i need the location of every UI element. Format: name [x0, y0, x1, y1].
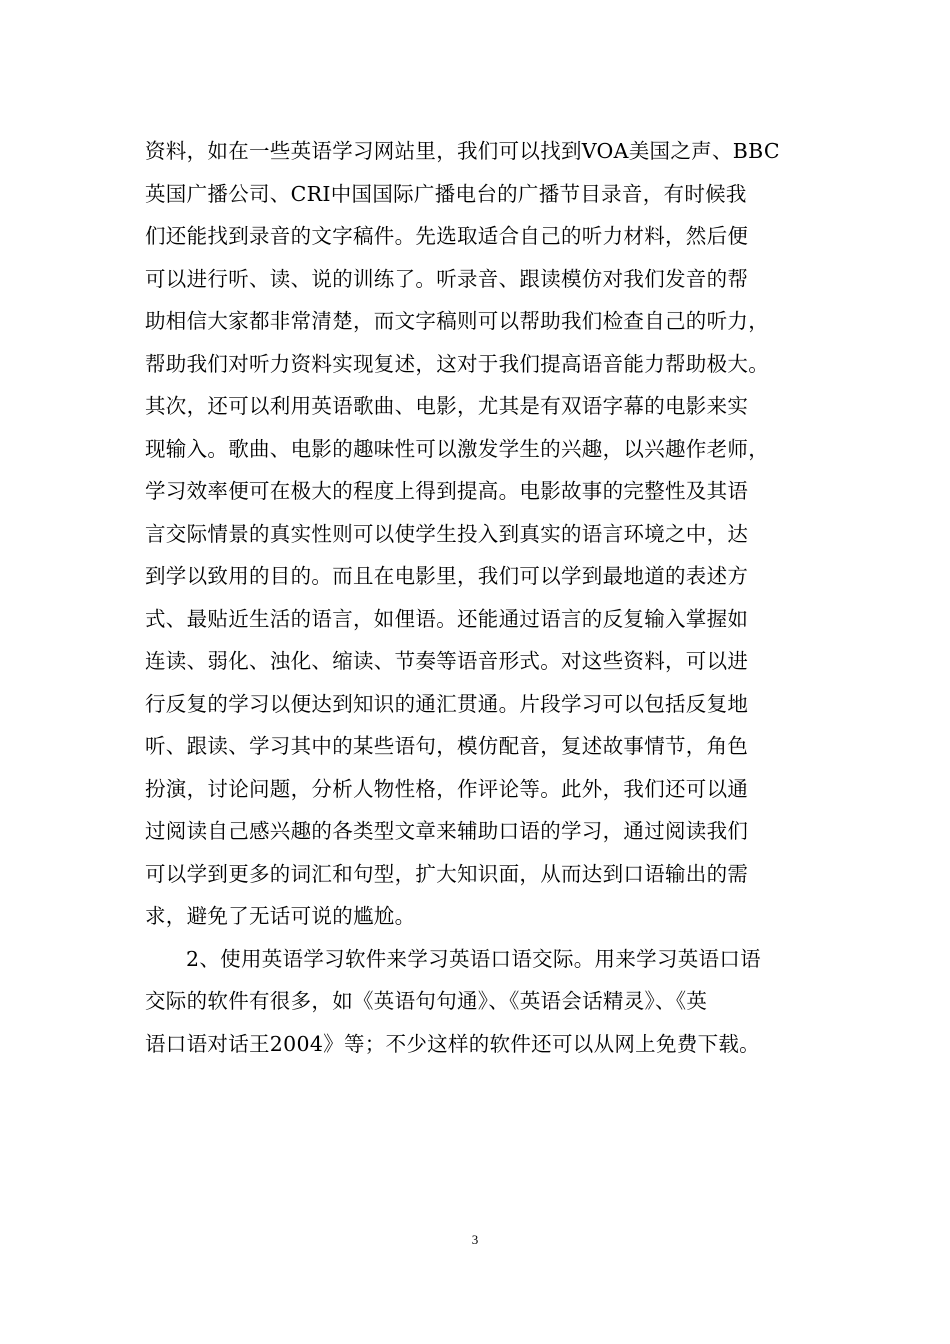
- text-line: 2、使用英语学习软件来学习英语口语交际。用来学习英语口语: [186, 946, 761, 971]
- body-text: [145, 130, 815, 1065]
- text-line: 学习效率便可在极大的程度上得到提高。电影故事的完整性及其语: [145, 479, 749, 503]
- text-line: 助相信大家都非常清楚，而文字稿则可以帮助我们检查自己的听力，: [145, 309, 769, 333]
- text-line: 求，避免了无话可说的尴尬。: [145, 904, 416, 928]
- text-line: 现输入。歌曲、电影的趣味性可以激发学生的兴趣，以兴趣作老师，: [145, 436, 769, 461]
- text-line: 资料，如在一些英语学习网站里，我们可以找到VOA美国之声、BBC: [145, 139, 780, 163]
- paragraph-2: [145, 938, 815, 1066]
- text-line: 式、最贴近生活的语言，如俚语。还能通过语言的反复输入掌握如: [145, 606, 749, 631]
- text-line: 帮助我们对听力资料实现复述，这对于我们提高语音能力帮助极大。: [145, 351, 769, 376]
- text-line: 言交际情景的真实性则可以使学生投入到真实的语言环境之中，达: [145, 521, 749, 546]
- text-line: 过阅读自己感兴趣的各类型文章来辅助口语的学习，通过阅读我们: [145, 819, 749, 843]
- text-line: 语口语对话王2004》等；不少这样的软件还可以从网上免费下载。: [145, 1031, 760, 1056]
- text-line: 行反复的学习以便达到知识的通汇贯通。片段学习可以包括反复地: [145, 691, 749, 716]
- text-line: 扮演，讨论问题，分析人物性格，作评论等。此外，我们还可以通: [145, 776, 749, 801]
- text-line: 交际的软件有很多，如《英语句句通》、《英语会话精灵》、《英: [145, 989, 708, 1013]
- text-line: 听、跟读、学习其中的某些语句，模仿配音，复述故事情节，角色: [145, 734, 749, 758]
- page-number: 3: [471, 1232, 479, 1247]
- text-line: 可以进行听、读、说的训练了。听录音、跟读模仿对我们发音的帮: [145, 266, 749, 291]
- text-line: 其次，还可以利用英语歌曲、电影，尤其是有双语字幕的电影来实: [145, 394, 749, 418]
- text-line: 连读、弱化、浊化、缩读、节奏等语音形式。对这些资料，可以进: [145, 649, 749, 673]
- paragraph-1: [145, 130, 815, 938]
- text-line: 英国广播公司、CRI中国国际广播电台的广播节目录音，有时候我: [145, 181, 747, 206]
- text-line: 到学以致用的目的。而且在电影里，我们可以学到最地道的表述方: [145, 564, 749, 588]
- text-line: 们还能找到录音的文字稿件。先选取适合自己的听力材料，然后便: [145, 224, 749, 248]
- text-line: 可以学到更多的词汇和句型，扩大知识面，从而达到口语输出的需: [145, 861, 749, 886]
